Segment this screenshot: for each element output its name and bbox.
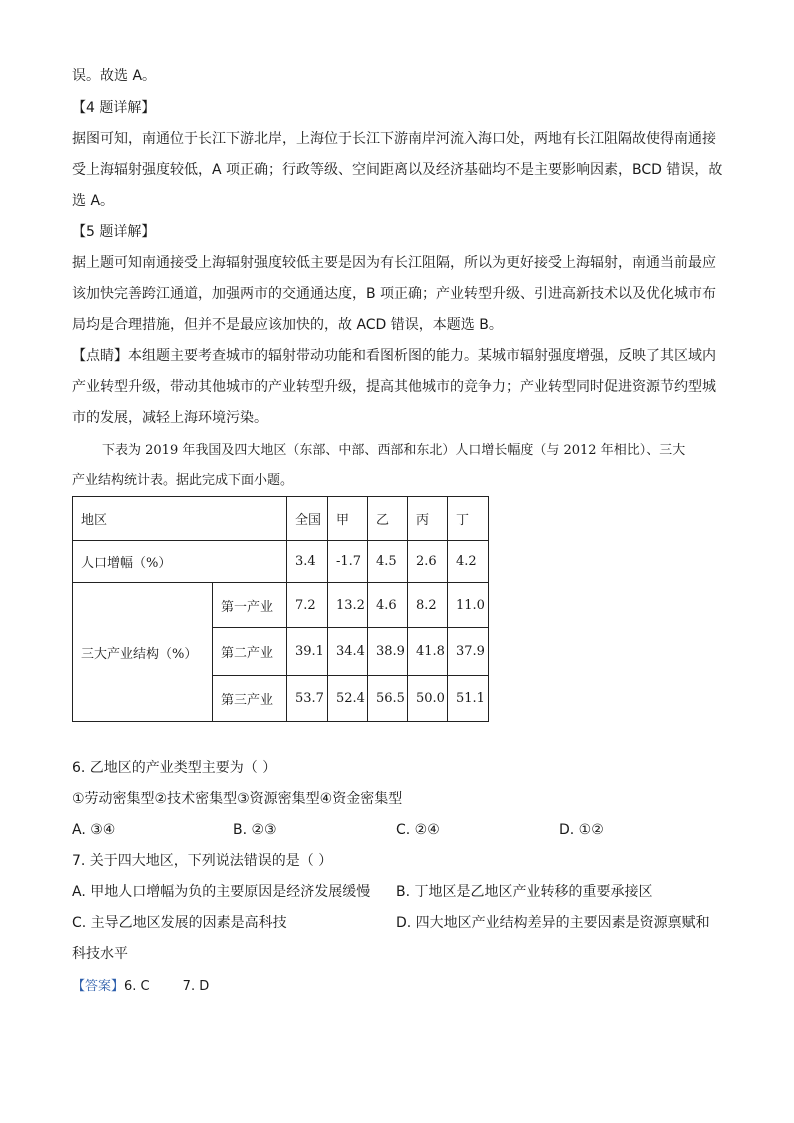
text-line: 据上题可知南通接受上海辐射强度较低主要是因为有长江阻隔，所以为更好接受上海辐射，南通当前最应 — [72, 255, 716, 271]
option-c: C. 主导乙地区发展的因素是高科技 — [72, 915, 287, 931]
table-cell: 41.8 — [408, 628, 448, 676]
statistics-table — [72, 496, 489, 722]
table-cell: 4.6 — [368, 583, 408, 628]
text-line: 据图可知，南通位于长江下游北岸，上海位于长江下游南岸河流入海口处，两地有长江阻隔故使得南通接 — [72, 131, 716, 147]
row-label-cell: 人口增幅（%） — [73, 541, 287, 583]
text-line: 局均是合理措施，但并不是最应该加快的，故 ACD 错误，本题选 B。 — [72, 317, 503, 333]
table-cell: 56.5 — [368, 676, 408, 722]
table-cell: 38.9 — [368, 628, 408, 676]
option-b: B. 丁地区是乙地区产业转移的重要承接区 — [396, 884, 653, 900]
table-row — [73, 583, 489, 628]
table-cell: 52.4 — [328, 676, 368, 722]
text-line: 该加快完善跨江通道，加强两市的交通通达度，B 项正确；产业转型升级、引进高新技术以及优化城市布 — [72, 286, 717, 302]
table-row — [73, 541, 489, 583]
question-6-stem: 6. 乙地区的产业类型主要为（ ） — [72, 760, 277, 776]
key-point-line: 产业转型升级，带动其他城市的产业转型升级，提高其他城市的竞争力；产业转型同时促进资源节约型城 — [72, 379, 716, 395]
row-label-cell: 第二产业 — [213, 628, 287, 676]
column-header-cell: 乙 — [368, 497, 408, 541]
table-intro-line: 产业结构统计表。据此完成下面小题。 — [72, 473, 294, 488]
table-cell: 50.0 — [408, 676, 448, 722]
table-cell: 3.4 — [287, 541, 328, 583]
question-6-options — [72, 820, 732, 840]
answer-text: 6. C 7. D — [124, 979, 210, 994]
table-cell: 51.1 — [448, 676, 489, 722]
table-cell: 2.6 — [408, 541, 448, 583]
question-6-items: ①劳动密集型②技术密集型③资源密集型④资金密集型 — [72, 791, 403, 807]
row-label-cell: 第一产业 — [213, 583, 287, 628]
table-cell: 13.2 — [328, 583, 368, 628]
table-cell: 4.5 — [368, 541, 408, 583]
table-cell: 8.2 — [408, 583, 448, 628]
column-header-cell: 丁 — [448, 497, 489, 541]
question-5-heading: 【5 题详解】 — [72, 224, 156, 240]
key-point-line: 市的发展，减轻上海环境污染。 — [72, 410, 268, 426]
text-line: 选 A。 — [72, 193, 115, 209]
option-d-continuation: 科技水平 — [72, 946, 128, 962]
table-cell: 53.7 — [287, 676, 328, 722]
option-a: A. 甲地人口增幅为负的主要原因是经济发展缓慢 — [72, 884, 371, 900]
table-cell: 7.2 — [287, 583, 328, 628]
region-header-cell: 地区 — [73, 497, 287, 541]
column-header-cell: 全国 — [287, 497, 328, 541]
question-7-options-row-1 — [72, 882, 732, 902]
option-a: A. ③④ — [72, 822, 116, 838]
table-header-row — [73, 497, 489, 541]
option-d: D. 四大地区产业结构差异的主要因素是资源禀赋和 — [396, 915, 710, 931]
question-7-options-row-2 — [72, 913, 732, 933]
key-point-line: 【点睛】本组题主要考查城市的辐射带动功能和看图析图的能力。某城市辐射强度增强，反映了其区域内 — [72, 348, 716, 364]
table-cell: 34.4 — [328, 628, 368, 676]
answer-line — [72, 977, 732, 997]
answer-tag: 【答案】 — [72, 979, 125, 994]
text-line: 误。故选 A。 — [72, 68, 157, 84]
table-cell: -1.7 — [328, 541, 368, 583]
table-intro-line: 下表为 2019 年我国及四大地区（东部、中部、西部和东北）人口增长幅度（与 2012 年相比）、三大 — [102, 443, 686, 458]
option-b: B. ②③ — [233, 822, 277, 838]
question-4-heading: 【4 题详解】 — [72, 100, 156, 116]
table-cell: 4.2 — [448, 541, 489, 583]
column-header-cell: 丙 — [408, 497, 448, 541]
column-header-cell: 甲 — [328, 497, 368, 541]
table-cell: 39.1 — [287, 628, 328, 676]
table-cell: 11.0 — [448, 583, 489, 628]
row-label-cell: 第三产业 — [213, 676, 287, 722]
option-c: C. ②④ — [396, 822, 440, 838]
row-group-label-cell: 三大产业结构（%） — [73, 583, 213, 722]
text-line: 受上海辐射强度较低，A 项正确；行政等级、空间距离以及经济基础均不是主要影响因素，BCD 错误，故 — [72, 162, 723, 178]
option-d: D. ①② — [559, 822, 604, 838]
question-7-stem: 7. 关于四大地区，下列说法错误的是（ ） — [72, 853, 333, 869]
table-cell: 37.9 — [448, 628, 489, 676]
